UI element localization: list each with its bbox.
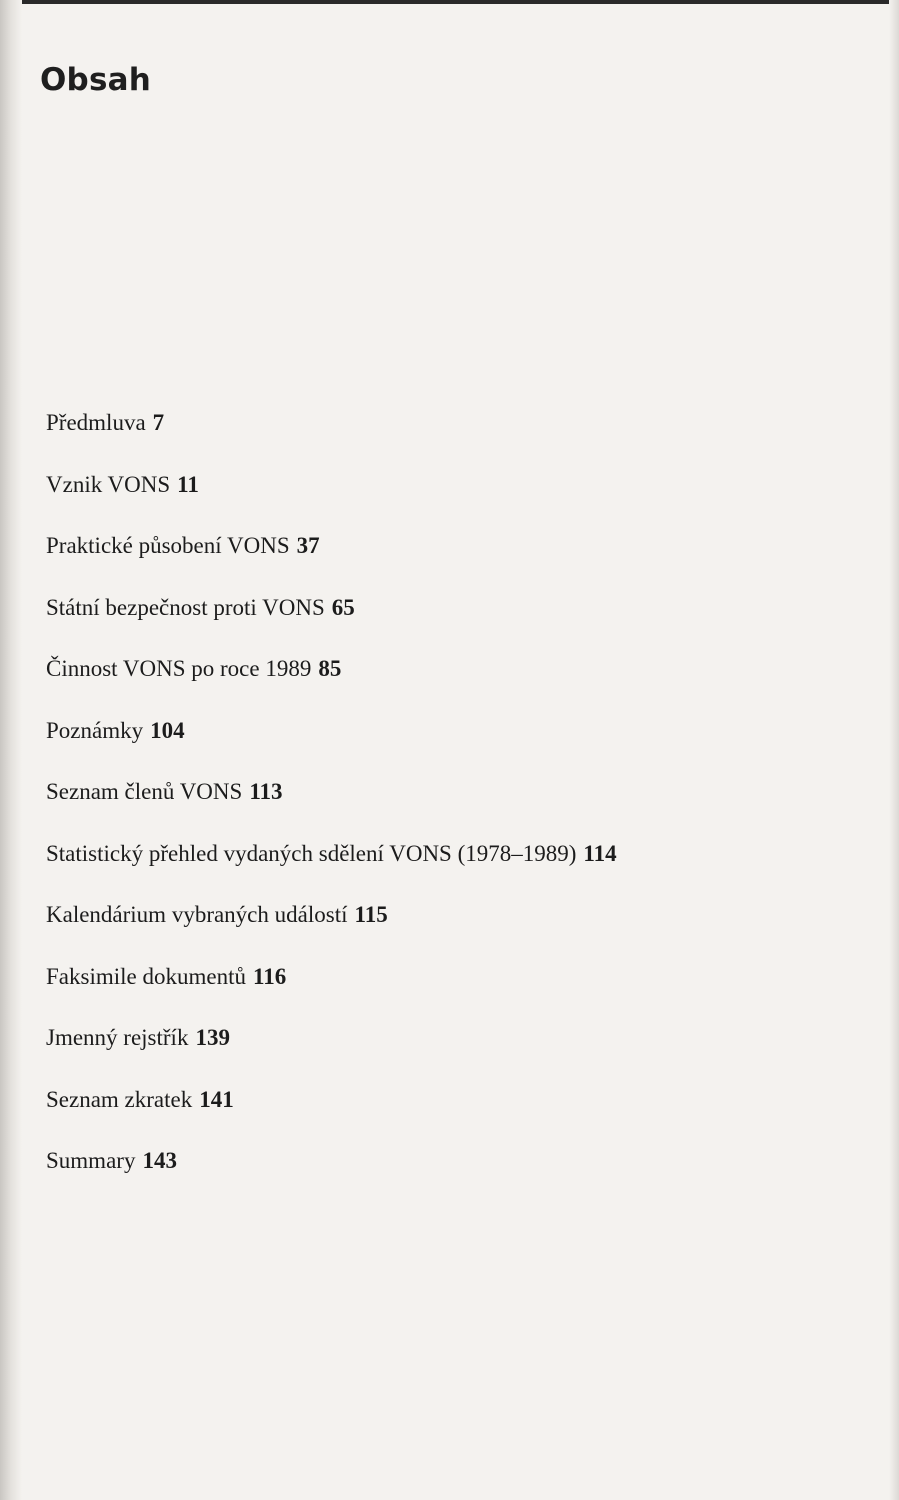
toc-entry-poznamky (46, 716, 617, 778)
page-right-edge (889, 0, 899, 1500)
toc-entry-page-number: 37 (296, 533, 320, 558)
toc-entry-title: Činnost VONS po roce 1989 (46, 656, 312, 681)
toc-entry-prakticke-pusobeni (46, 531, 617, 593)
toc-entry-title: Poznámky (46, 717, 144, 743)
toc-entry-page-number: 115 (354, 902, 388, 927)
toc-entry-title: Faksimile dokumentů (46, 963, 246, 989)
page-title: Obsah (40, 62, 151, 98)
toc-entry-statni-bezpecnost (46, 593, 617, 655)
toc-entry-title: Seznam zkratek (46, 1086, 193, 1112)
toc-entry-kalendarium (46, 900, 617, 962)
toc-entry-page-number: 11 (177, 471, 199, 497)
toc-entry-title: Vznik VONS (46, 471, 171, 497)
toc-entry-vznik-vons (46, 470, 617, 532)
toc-entry-title: Jmenný rejstřík (46, 1025, 189, 1050)
toc-entry-page-number: 116 (252, 963, 287, 989)
toc-entry-title: Státní bezpečnost proti VONS (46, 594, 325, 620)
toc-entry-title: Summary (46, 1148, 136, 1173)
toc-entry-seznam-clenu (46, 777, 617, 839)
toc-entry-page-number: 65 (331, 594, 355, 620)
toc-entry-page-number: 7 (152, 410, 165, 435)
table-of-contents (46, 408, 617, 1208)
toc-entry-title: Praktické působení VONS (46, 533, 290, 558)
toc-entry-page-number: 143 (142, 1148, 177, 1173)
toc-entry-statisticky-prehled (46, 839, 617, 901)
toc-entry-title: Statistický přehled vydaných sdělení VONS (1978–1989) (46, 840, 577, 866)
toc-entry-seznam-zkratek (46, 1085, 617, 1147)
toc-entry-page-number: 113 (249, 779, 283, 804)
toc-entry-title: Předmluva (46, 410, 146, 435)
toc-entry-page-number: 104 (150, 717, 185, 743)
toc-entry-jmenny-rejstrik (46, 1023, 617, 1085)
page-binding-gutter (0, 0, 22, 1500)
toc-entry-cinnost-po-1989 (46, 654, 617, 716)
toc-entry-page-number: 139 (195, 1025, 230, 1050)
toc-entry-summary (46, 1146, 617, 1208)
toc-entry-page-number: 114 (583, 840, 617, 866)
toc-entry-page-number: 85 (318, 656, 342, 681)
toc-entry-predmluva (46, 408, 617, 470)
page-top-edge (0, 0, 899, 4)
toc-entry-title: Kalendárium vybraných událostí (46, 902, 348, 927)
toc-entry-page-number: 141 (199, 1086, 234, 1112)
toc-entry-faksimile (46, 962, 617, 1024)
toc-entry-title: Seznam členů VONS (46, 779, 243, 804)
